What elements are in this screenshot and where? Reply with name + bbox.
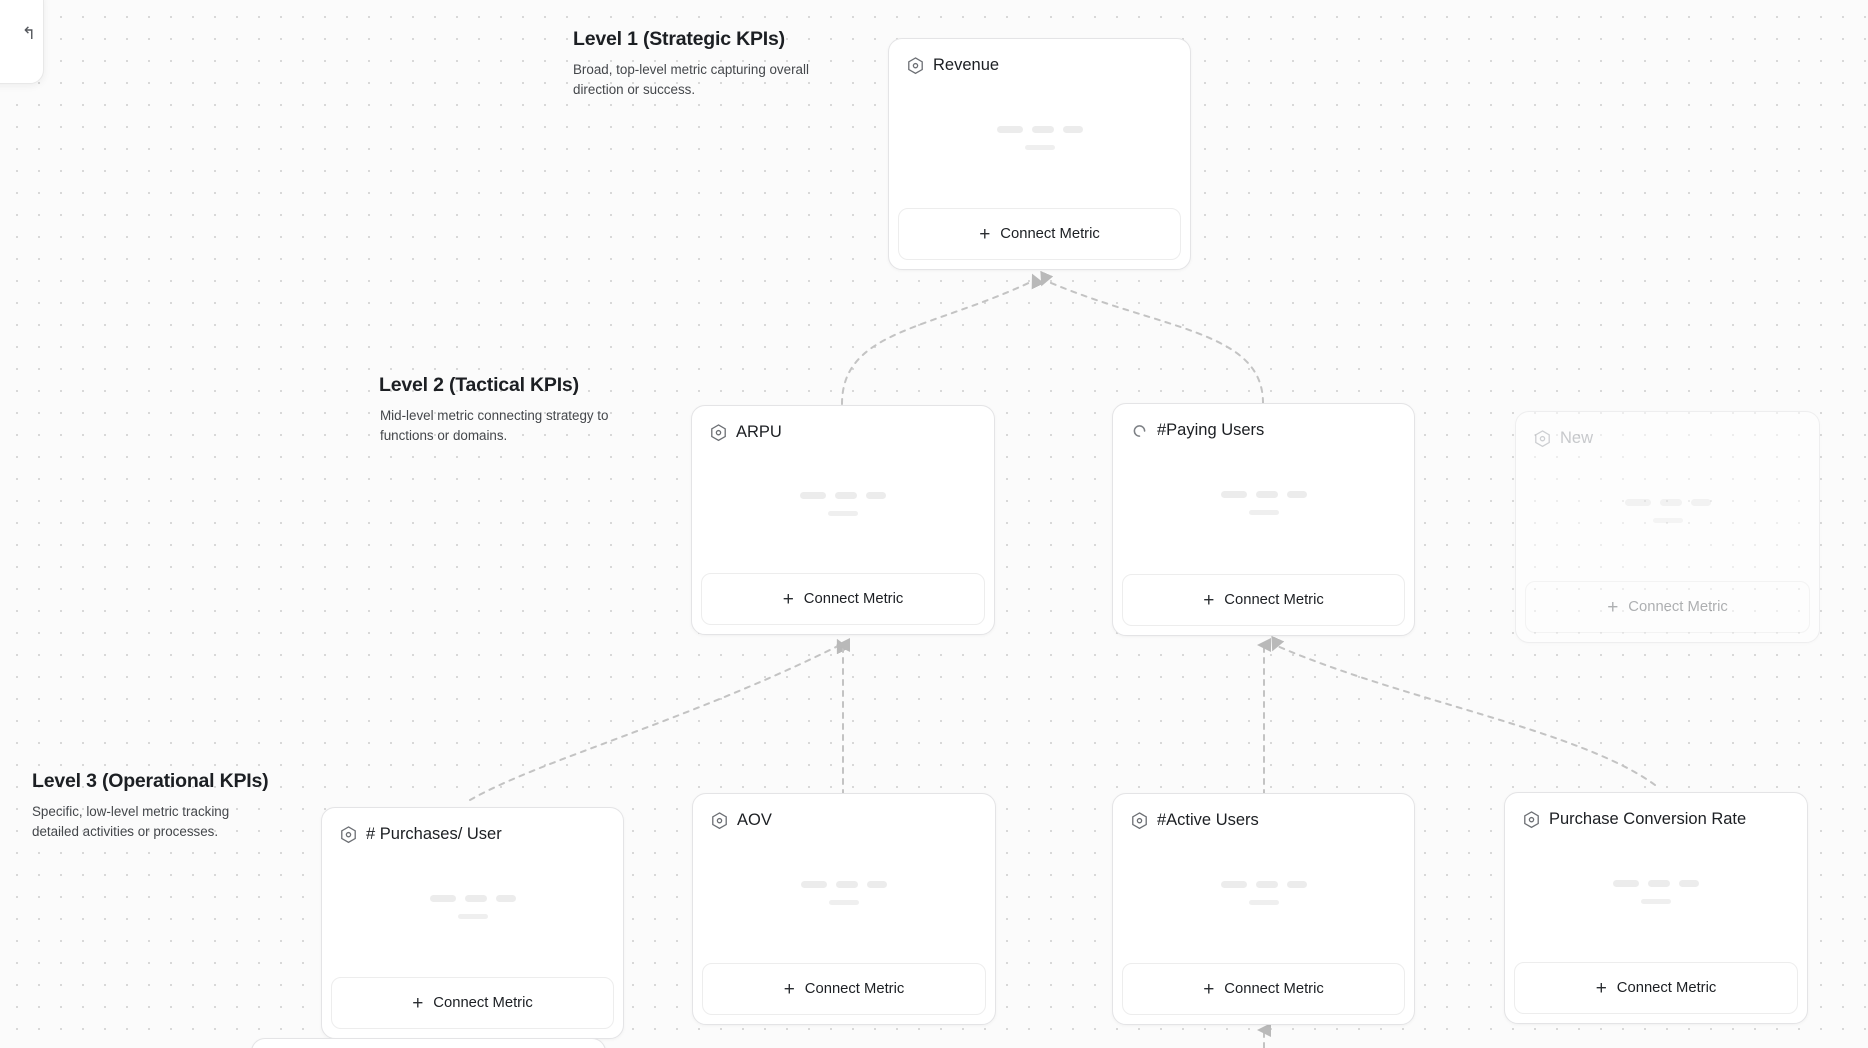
- hexagon-target-icon: [1534, 430, 1551, 448]
- level-1-title: Level 1 (Strategic KPIs): [573, 28, 785, 50]
- card-placeholder-body: [889, 75, 1190, 208]
- skeleton-bar: [801, 881, 827, 888]
- metric-card-aov[interactable]: [692, 793, 996, 1025]
- metric-card-new[interactable]: [1515, 411, 1820, 643]
- skeleton-bar: [1679, 880, 1699, 887]
- hexagon-target-icon: [340, 826, 357, 844]
- metric-card-active-users[interactable]: [1112, 793, 1415, 1025]
- card-placeholder-body: [1516, 448, 1819, 581]
- plus-icon: +: [783, 978, 795, 1000]
- level-2-block: [379, 374, 625, 447]
- skeleton-bar: [1221, 881, 1247, 888]
- metric-card-purchase-conversion-rate[interactable]: [1504, 792, 1808, 1024]
- card-placeholder-body: [1505, 829, 1807, 962]
- skeleton-bar: [1287, 491, 1307, 498]
- skeleton-bar: [800, 492, 826, 499]
- skeleton-bar: [997, 126, 1023, 133]
- skeleton-bar: [1032, 126, 1054, 133]
- metric-card-paying-users[interactable]: [1112, 403, 1415, 636]
- card-placeholder-body: [692, 442, 994, 573]
- metric-card-partial-offscreen[interactable]: [251, 1038, 606, 1048]
- card-title: #Paying Users: [1157, 421, 1265, 439]
- connect-metric-label: Connect Metric: [1616, 980, 1717, 996]
- card-header: [1505, 793, 1807, 829]
- connect-metric-button[interactable]: [1122, 963, 1405, 1015]
- skeleton-bar: [458, 914, 488, 919]
- skeleton-row: [1613, 880, 1699, 887]
- plus-icon: +: [1607, 596, 1619, 618]
- skeleton-row: [801, 881, 887, 888]
- plus-icon: +: [1203, 589, 1215, 611]
- skeleton-bar: [1287, 881, 1307, 888]
- hexagon-target-icon: [907, 57, 924, 75]
- undo-icon[interactable]: ↰: [21, 24, 36, 43]
- skeleton-row: [997, 126, 1083, 133]
- card-title: #Active Users: [1157, 811, 1259, 829]
- card-header: [1113, 794, 1414, 830]
- skeleton-bar: [1660, 499, 1682, 506]
- metric-card-arpu[interactable]: [691, 405, 995, 635]
- connect-metric-label: Connect Metric: [804, 981, 905, 997]
- skeleton-bar: [1063, 126, 1083, 133]
- connect-metric-label: Connect Metric: [803, 591, 904, 607]
- skeleton-row: [800, 492, 886, 499]
- skeleton-row: [1625, 499, 1711, 506]
- skeleton-bar: [1221, 491, 1247, 498]
- hexagon-target-icon: [710, 424, 727, 442]
- connect-metric-button[interactable]: [701, 573, 985, 625]
- card-placeholder-body: [1113, 440, 1414, 574]
- connect-metric-button[interactable]: [331, 977, 614, 1029]
- loading-spinner-icon: [1131, 422, 1148, 440]
- card-title: ARPU: [736, 423, 782, 441]
- card-title: Purchase Conversion Rate: [1549, 810, 1747, 828]
- plus-icon: +: [1203, 978, 1215, 1000]
- level-3-description: Specific, low-level metric tracking detailed activities or processes.: [32, 804, 230, 840]
- connect-metric-label: Connect Metric: [433, 995, 533, 1011]
- card-title: New: [1560, 429, 1594, 447]
- connect-metric-label: Connect Metric: [1224, 981, 1324, 997]
- skeleton-bar: [829, 900, 859, 905]
- connect-metric-button[interactable]: [898, 208, 1181, 260]
- skeleton-bar: [1653, 518, 1683, 523]
- metric-card-revenue[interactable]: [888, 38, 1191, 270]
- level-1-block: [573, 28, 818, 101]
- level-3-block: [32, 770, 277, 843]
- card-title: # Purchases/ User: [366, 825, 502, 843]
- skeleton-bar: [1613, 880, 1639, 887]
- skeleton-bar: [1625, 499, 1651, 506]
- skeleton-bar: [866, 492, 886, 499]
- plus-icon: +: [1595, 977, 1607, 999]
- skeleton-row: [430, 895, 516, 902]
- card-placeholder-body: [322, 844, 623, 977]
- level-2-description: Mid-level metric connecting strategy to functions or domains.: [380, 408, 609, 444]
- connect-metric-label: Connect Metric: [1628, 599, 1728, 615]
- connect-metric-button[interactable]: [1525, 581, 1810, 633]
- plus-icon: +: [979, 223, 991, 245]
- skeleton-bar: [835, 492, 857, 499]
- hexagon-target-icon: [1523, 811, 1540, 829]
- skeleton-bar: [1641, 899, 1671, 904]
- skeleton-bar: [430, 895, 456, 902]
- skeleton-bar: [828, 511, 858, 516]
- skeleton-bar: [836, 881, 858, 888]
- card-placeholder-body: [1113, 830, 1414, 963]
- card-header: [693, 794, 995, 830]
- skeleton-bar: [867, 881, 887, 888]
- level-1-description: Broad, top-level metric capturing overall direction or success.: [573, 62, 809, 98]
- skeleton-bar: [1256, 881, 1278, 888]
- skeleton-bar: [1256, 491, 1278, 498]
- plus-icon: +: [782, 588, 794, 610]
- connect-metric-button[interactable]: [702, 963, 986, 1015]
- card-header: [1113, 404, 1414, 440]
- skeleton-row: [1221, 881, 1307, 888]
- skeleton-row: [1221, 491, 1307, 498]
- connect-metric-button[interactable]: [1122, 574, 1405, 626]
- skeleton-bar: [496, 895, 516, 902]
- plus-icon: +: [412, 992, 424, 1014]
- card-header: [1516, 412, 1819, 448]
- metric-card-purchases-per-user[interactable]: [321, 807, 624, 1039]
- card-title: AOV: [737, 811, 772, 829]
- connect-metric-label: Connect Metric: [1224, 592, 1324, 608]
- card-header: [322, 808, 623, 844]
- level-2-title: Level 2 (Tactical KPIs): [379, 374, 579, 396]
- skeleton-bar: [1648, 880, 1670, 887]
- skeleton-bar: [465, 895, 487, 902]
- connect-metric-button[interactable]: [1514, 962, 1798, 1014]
- card-placeholder-body: [693, 830, 995, 963]
- card-header: [692, 406, 994, 442]
- card-header: [889, 39, 1190, 75]
- level-3-title: Level 3 (Operational KPIs): [32, 770, 269, 792]
- hexagon-target-icon: [711, 812, 728, 830]
- connect-metric-label: Connect Metric: [1000, 226, 1100, 242]
- card-title: Revenue: [933, 56, 1000, 74]
- skeleton-bar: [1691, 499, 1711, 506]
- skeleton-bar: [1249, 510, 1279, 515]
- skeleton-bar: [1249, 900, 1279, 905]
- hexagon-target-icon: [1131, 812, 1148, 830]
- skeleton-bar: [1025, 145, 1055, 150]
